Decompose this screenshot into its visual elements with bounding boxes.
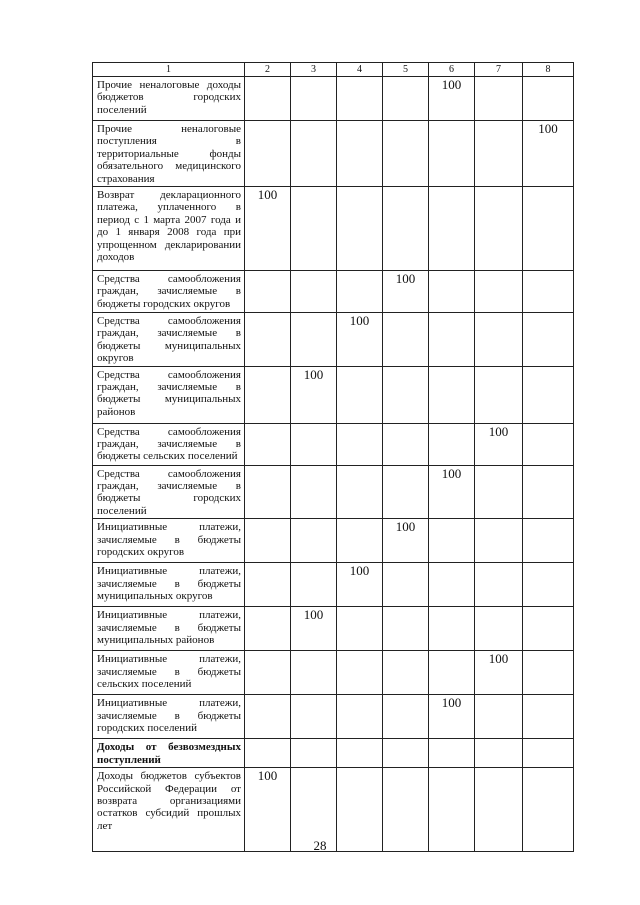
value-cell-col-4 bbox=[337, 607, 383, 651]
value-cell-col-5 bbox=[383, 366, 429, 423]
value-cell-col-4 bbox=[337, 739, 383, 768]
value-cell-col-2 bbox=[245, 651, 291, 695]
value-cell-col-3 bbox=[291, 121, 337, 187]
column-header: 2 bbox=[245, 63, 291, 77]
value-cell-col-6: 100 bbox=[429, 77, 475, 121]
value-cell-col-4 bbox=[337, 695, 383, 739]
value-cell-col-7 bbox=[475, 465, 523, 519]
value-cell-col-2 bbox=[245, 563, 291, 607]
table-header-row bbox=[93, 63, 574, 77]
value-cell-col-6 bbox=[429, 366, 475, 423]
value-cell-col-6 bbox=[429, 121, 475, 187]
value-cell-col-2 bbox=[245, 366, 291, 423]
description-cell: Средства самообложения граждан, зачисляемые в бюджеты сельских поселений bbox=[93, 423, 245, 465]
table-row bbox=[93, 519, 574, 563]
value-cell-col-2 bbox=[245, 607, 291, 651]
column-header: 1 bbox=[93, 63, 245, 77]
value-cell-col-6 bbox=[429, 739, 475, 768]
description-cell: Средства самообложения граждан, зачисляемые в бюджеты городских поселений bbox=[93, 465, 245, 519]
value-cell-col-8 bbox=[523, 563, 574, 607]
value-cell-col-8 bbox=[523, 465, 574, 519]
value-cell-col-7 bbox=[475, 563, 523, 607]
table-row bbox=[93, 739, 574, 768]
value-cell-col-4 bbox=[337, 187, 383, 271]
value-cell-col-7: 100 bbox=[475, 651, 523, 695]
value-cell-col-7 bbox=[475, 77, 523, 121]
value-cell-col-3 bbox=[291, 563, 337, 607]
value-cell-col-8 bbox=[523, 607, 574, 651]
value-cell-col-5 bbox=[383, 739, 429, 768]
value-cell-col-6 bbox=[429, 423, 475, 465]
description-cell: Инициативные платежи, зачисляемые в бюджеты муниципальных районов bbox=[93, 607, 245, 651]
column-header: 8 bbox=[523, 63, 574, 77]
value-cell-col-7 bbox=[475, 271, 523, 313]
table-row bbox=[93, 465, 574, 519]
description-cell: Средства самообложения граждан, зачисляемые в бюджеты городских округов bbox=[93, 271, 245, 313]
value-cell-col-5 bbox=[383, 77, 429, 121]
value-cell-col-5: 100 bbox=[383, 519, 429, 563]
value-cell-col-8 bbox=[523, 519, 574, 563]
table-row bbox=[93, 77, 574, 121]
value-cell-col-7 bbox=[475, 695, 523, 739]
value-cell-col-8 bbox=[523, 695, 574, 739]
value-cell-col-5 bbox=[383, 607, 429, 651]
description-cell: Инициативные платежи, зачисляемые в бюджеты сельских поселений bbox=[93, 651, 245, 695]
column-header: 6 bbox=[429, 63, 475, 77]
value-cell-col-5 bbox=[383, 423, 429, 465]
value-cell-col-6: 100 bbox=[429, 695, 475, 739]
value-cell-col-6 bbox=[429, 271, 475, 313]
value-cell-col-3 bbox=[291, 313, 337, 367]
value-cell-col-3 bbox=[291, 423, 337, 465]
value-cell-col-2 bbox=[245, 695, 291, 739]
value-cell-col-7 bbox=[475, 121, 523, 187]
value-cell-col-4: 100 bbox=[337, 563, 383, 607]
value-cell-col-2 bbox=[245, 313, 291, 367]
value-cell-col-2 bbox=[245, 465, 291, 519]
value-cell-col-5: 100 bbox=[383, 271, 429, 313]
value-cell-col-4 bbox=[337, 519, 383, 563]
value-cell-col-6: 100 bbox=[429, 465, 475, 519]
value-cell-col-8 bbox=[523, 651, 574, 695]
description-cell: Прочие неналоговые поступления в территориальные фонды обязательного медицинского страхования bbox=[93, 121, 245, 187]
value-cell-col-6 bbox=[429, 519, 475, 563]
table-row bbox=[93, 366, 574, 423]
description-cell: Инициативные платежи, зачисляемые в бюджеты городских поселений bbox=[93, 695, 245, 739]
value-cell-col-7 bbox=[475, 187, 523, 271]
value-cell-col-7 bbox=[475, 519, 523, 563]
description-cell: Инициативные платежи, зачисляемые в бюджеты городских округов bbox=[93, 519, 245, 563]
value-cell-col-6 bbox=[429, 563, 475, 607]
value-cell-col-8: 100 bbox=[523, 121, 574, 187]
value-cell-col-7: 100 bbox=[475, 423, 523, 465]
value-cell-col-2 bbox=[245, 519, 291, 563]
value-cell-col-4 bbox=[337, 271, 383, 313]
value-cell-col-4 bbox=[337, 423, 383, 465]
value-cell-col-6 bbox=[429, 607, 475, 651]
table-row bbox=[93, 423, 574, 465]
table-row bbox=[93, 271, 574, 313]
value-cell-col-2 bbox=[245, 271, 291, 313]
section-heading-cell: Доходы от безвозмездных поступлений bbox=[93, 739, 245, 768]
column-header: 7 bbox=[475, 63, 523, 77]
value-cell-col-6 bbox=[429, 187, 475, 271]
value-cell-col-8 bbox=[523, 423, 574, 465]
value-cell-col-8 bbox=[523, 77, 574, 121]
value-cell-col-8 bbox=[523, 366, 574, 423]
value-cell-col-8 bbox=[523, 271, 574, 313]
column-header: 3 bbox=[291, 63, 337, 77]
value-cell-col-5 bbox=[383, 651, 429, 695]
value-cell-col-4: 100 bbox=[337, 313, 383, 367]
column-header: 5 bbox=[383, 63, 429, 77]
value-cell-col-5 bbox=[383, 695, 429, 739]
value-cell-col-8 bbox=[523, 187, 574, 271]
value-cell-col-7 bbox=[475, 313, 523, 367]
table-row bbox=[93, 651, 574, 695]
value-cell-col-5 bbox=[383, 563, 429, 607]
table-row bbox=[93, 121, 574, 187]
value-cell-col-4 bbox=[337, 465, 383, 519]
value-cell-col-7 bbox=[475, 607, 523, 651]
value-cell-col-6 bbox=[429, 651, 475, 695]
table-body bbox=[93, 77, 574, 852]
value-cell-col-5 bbox=[383, 313, 429, 367]
budget-distribution-table bbox=[92, 62, 574, 852]
value-cell-col-8 bbox=[523, 313, 574, 367]
value-cell-col-2 bbox=[245, 77, 291, 121]
table-row bbox=[93, 187, 574, 271]
description-cell: Средства самообложения граждан, зачисляемые в бюджеты муниципальных округов bbox=[93, 313, 245, 367]
description-cell: Прочие неналоговые доходы бюджетов городских поселений bbox=[93, 77, 245, 121]
value-cell-col-3 bbox=[291, 695, 337, 739]
value-cell-col-5 bbox=[383, 121, 429, 187]
value-cell-col-8 bbox=[523, 739, 574, 768]
value-cell-col-3: 100 bbox=[291, 607, 337, 651]
value-cell-col-2 bbox=[245, 121, 291, 187]
value-cell-col-3 bbox=[291, 739, 337, 768]
value-cell-col-3 bbox=[291, 519, 337, 563]
table-row bbox=[93, 695, 574, 739]
value-cell-col-6 bbox=[429, 313, 475, 367]
description-cell: Возврат декларационного платежа, уплаченного в период с 1 марта 2007 года и до 1 января 2008 года при упрощенном декларировании доходов bbox=[93, 187, 245, 271]
value-cell-col-3: 100 bbox=[291, 366, 337, 423]
value-cell-col-3 bbox=[291, 77, 337, 121]
value-cell-col-4 bbox=[337, 77, 383, 121]
value-cell-col-4 bbox=[337, 651, 383, 695]
value-cell-col-5 bbox=[383, 187, 429, 271]
value-cell-col-3 bbox=[291, 465, 337, 519]
value-cell-col-4 bbox=[337, 121, 383, 187]
value-cell-col-2: 100 bbox=[245, 768, 291, 852]
table-row bbox=[93, 563, 574, 607]
value-cell-col-4 bbox=[337, 366, 383, 423]
description-cell: Средства самообложения граждан, зачисляемые в бюджеты муниципальных районов bbox=[93, 366, 245, 423]
value-cell-col-3 bbox=[291, 187, 337, 271]
description-cell: Инициативные платежи, зачисляемые в бюджеты муниципальных округов bbox=[93, 563, 245, 607]
value-cell-col-5 bbox=[383, 465, 429, 519]
table-row bbox=[93, 313, 574, 367]
value-cell-col-2: 100 bbox=[245, 187, 291, 271]
value-cell-col-7 bbox=[475, 739, 523, 768]
value-cell-col-3 bbox=[291, 651, 337, 695]
value-cell-col-2 bbox=[245, 423, 291, 465]
page-number: 28 bbox=[313, 838, 327, 853]
table-row bbox=[93, 607, 574, 651]
column-header: 4 bbox=[337, 63, 383, 77]
value-cell-col-3 bbox=[291, 271, 337, 313]
value-cell-col-7 bbox=[475, 366, 523, 423]
description-cell: Доходы бюджетов субъектов Российской Федерации от возврата организациями остатков субсидий прошлых лет bbox=[93, 768, 245, 852]
value-cell-col-2 bbox=[245, 739, 291, 768]
